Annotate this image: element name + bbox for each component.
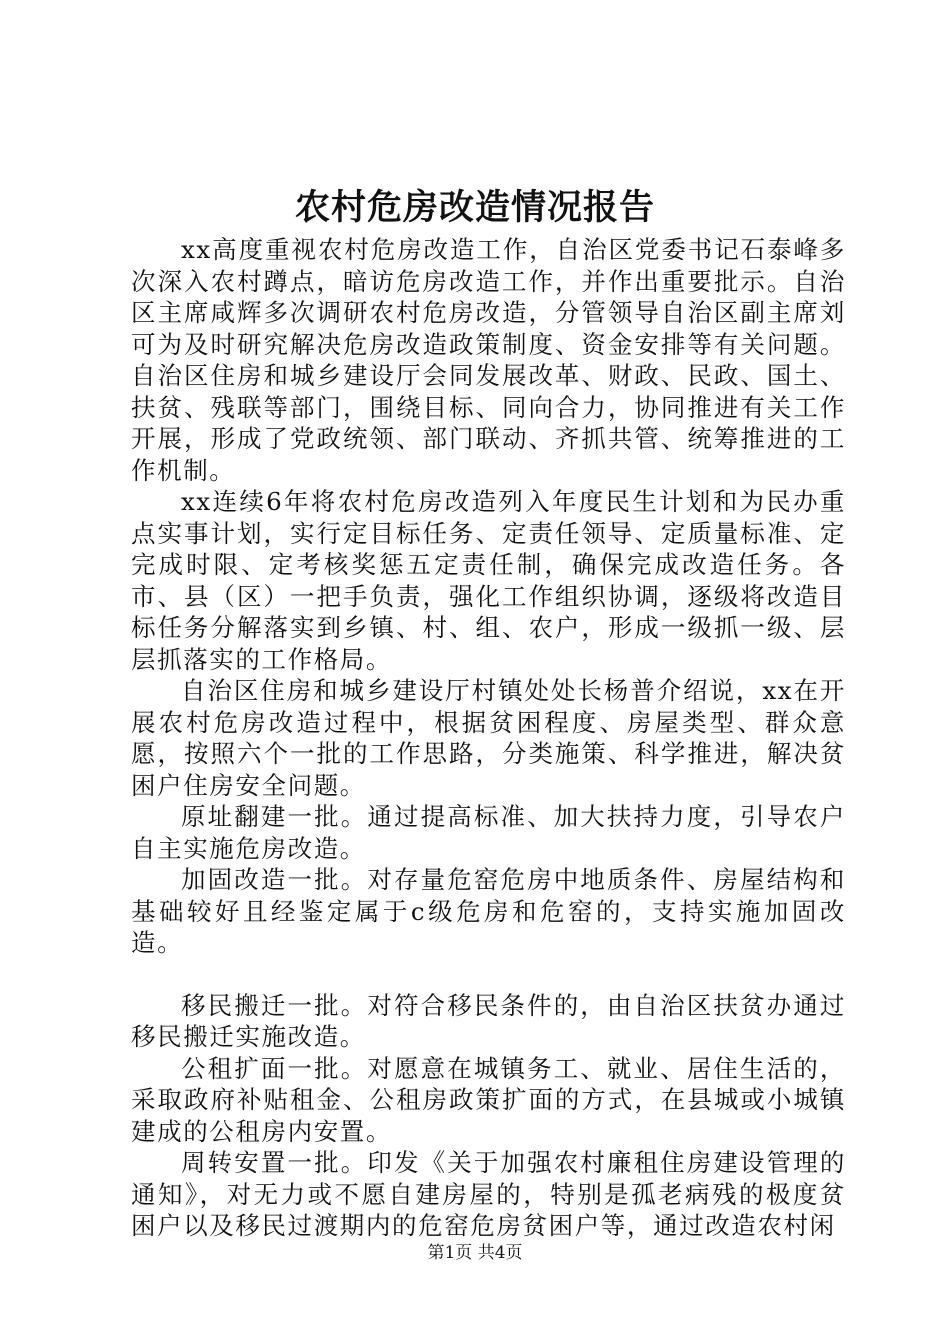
paragraph: 原址翻建一批。通过提高标准、加大扶持力度，引导农户自主实施危房改造。 (131, 802, 846, 863)
paragraph: 加固改造一批。对存量危窑危房中地质条件、房屋结构和基础较好且经鉴定属于c级危房和危窑的，支持实施加固改造。 (131, 865, 846, 957)
paragraph: 自治区住房和城乡建设厅村镇处处长杨普介绍说，xx在开展农村危房改造过程中，根据贫困程度、房屋类型、群众意愿，按照六个一批的工作思路，分类施策、科学推进，解决贫困户住房安全问题。 (131, 676, 846, 800)
paragraph: 公租扩面一批。对愿意在城镇务工、就业、居住生活的，采取政府补贴租金、公租房政策扩面的方式，在县城或小城镇建成的公租房内安置。 (131, 1053, 846, 1146)
document-body (131, 234, 846, 1242)
page-footer: 第1页 共4页 (427, 1243, 523, 1263)
paragraph: xx连续6年将农村危房改造列入年度民生计划和为民办重点实事计划，实行定目标任务、定责任领导、定质量标准、定完成时限、定考核奖惩五定责任制，确保完成改造任务。各市、县（区）一把手负责，强化工作组织协调，逐级将改造目标任务分解落实到乡镇、村、组、农户，形成一级抓一级、层层抓落实的工作格局。 (131, 487, 846, 674)
document-title: 农村危房改造情况报告 (294, 187, 655, 228)
paragraph: 移民搬迁一批。对符合移民条件的，由自治区扶贫办通过移民搬迁实施改造。 (131, 990, 846, 1051)
paragraph: 周转安置一批。印发《关于加强农村廉租住房建设管理的通知》，对无力或不愿自建房屋的，特别是孤老病残的极度贫困户以及移民过渡期内的危窑危房贫困户等，通过改造农村闲 (131, 1148, 846, 1240)
paragraph: xx高度重视农村危房改造工作，自治区党委书记石泰峰多次深入农村蹲点，暗访危房改造工作，并作出重要批示。自治区主席咸辉多次调研农村危房改造，分管领导自治区副主席刘可为及时研究解决危房改造政策制度、资金安排等有关问题。自治区住房和城乡建设厅会同发展改革、财政、民政、国土、扶贫、残联等部门，围绕目标、同向合力，协同推进有关工作开展，形成了党政统领、部门联动、齐抓共管、统筹推进的工作机制。 (131, 235, 846, 485)
